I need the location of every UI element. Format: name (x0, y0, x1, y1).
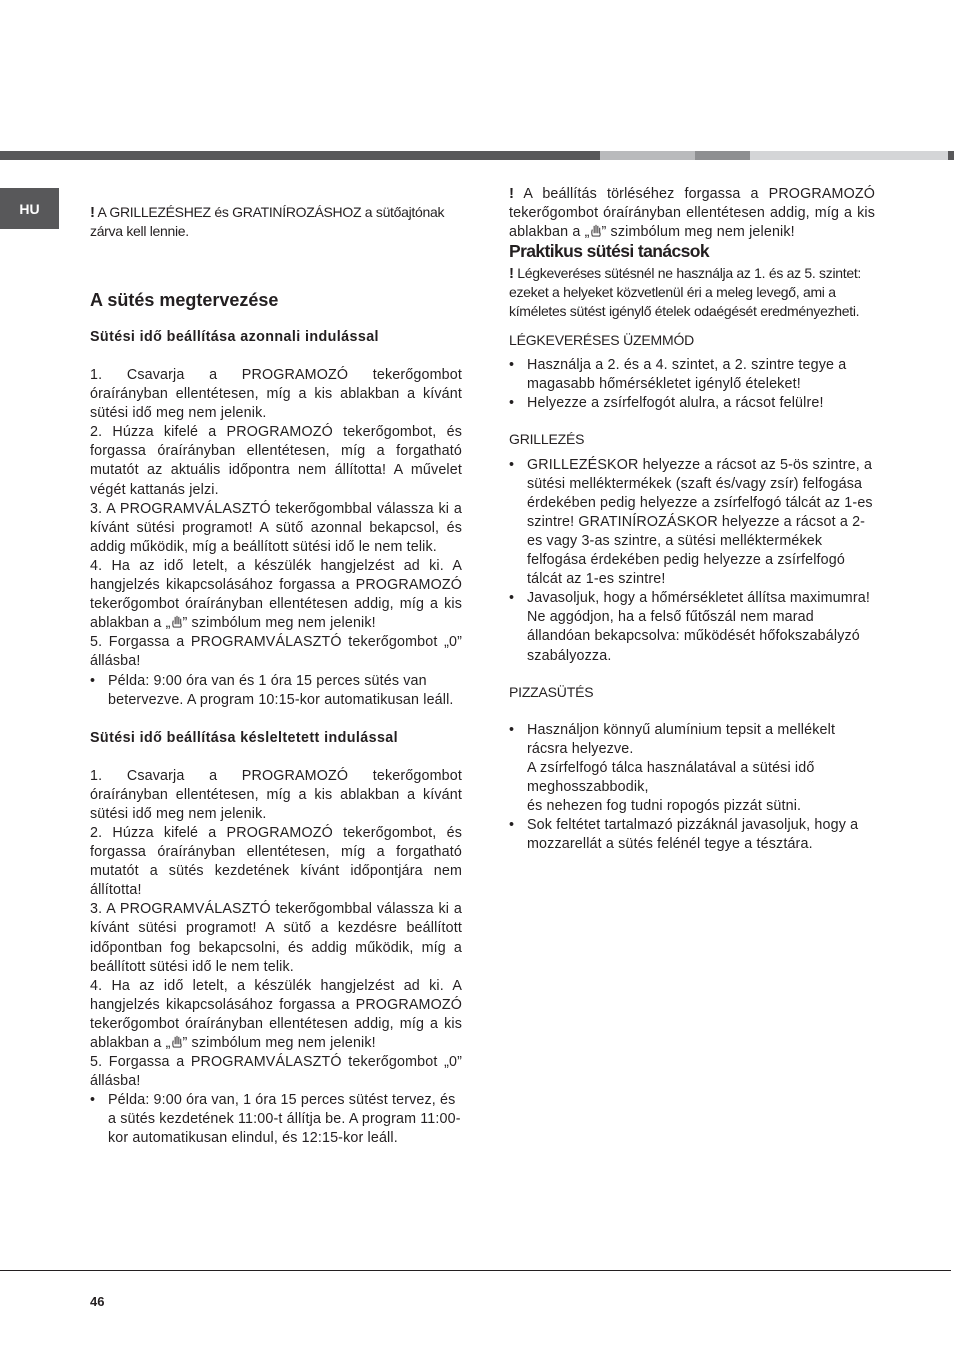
fan-tip (509, 264, 875, 321)
delayed-example: • Példa: 9:00 óra van, 1 óra 15 perces sütést tervez, és a sütés kezdetének 11:00-t állítja be. A program 11:00-kor automatikusan elindul, és 12:15-kor leáll. (90, 1091, 462, 1148)
left-column (90, 203, 462, 1149)
section-title-planning: A sütés megtervezése (90, 290, 279, 310)
delayed-step-4 (90, 977, 462, 1053)
grill-item: • GRILLEZÉSKOR helyezze a rácsot az 5-ös szintre, a sütési melléktermékek (szaft és/vagy zsír) felfogása érdekében pedig helyezze a zsírfelfogó tálcát az 1-es szintre! GRATINÍROZÁSKOR helyezze a rácsot a 2-es vagy 3-as szintre, a sütési melléktermékek felfogása érdekében pedig helyezze a zsírfelfogó tálcát az 1-es szintre! (509, 456, 875, 590)
hand-symbol-icon (590, 224, 602, 237)
section-title-tips: Praktikus sütési tanácsok (509, 241, 709, 262)
grill-door-note-text: A GRILLEZÉSHEZ és GRATINÍROZÁSHOZ a sütőajtónak zárva kell lennie. (90, 204, 445, 239)
fan-tip-text: Légkeveréses sütésnél ne használja az 1. és az 5. szintet: ezeket a helyeket közvetlenül éri a meleg levegő, ami a kíméletes sütést igénylő ételek odaégését eredményezheti. (509, 265, 861, 320)
bottom-rule (0, 1270, 951, 1271)
warning-mark: ! (509, 185, 515, 202)
grill-door-note (90, 203, 462, 241)
right-column (509, 184, 875, 854)
delayed-step-3: 3. A PROGRAMVÁLASZTÓ tekerőgombbal válassza ki a kívánt sütési programot! A sütő a kezdésre beállított időpontban fog bekapcsolni, és addig működik, míg a beállított sütési idő le nem telik. (90, 901, 462, 975)
subheading-immediate-start: Sütési idő beállítása azonnali indulással (90, 329, 379, 345)
subheading-delayed-start: Sütési idő beállítása késleltetett indulással (90, 729, 399, 746)
grill-list (509, 456, 875, 666)
top-color-bar (0, 151, 954, 160)
delayed-step-5: 5. Forgassa a PROGRAMVÁLASZTÓ tekerőgombot „0” állásba! (90, 1054, 462, 1090)
delayed-steps (90, 767, 462, 1149)
pizza-item (509, 721, 875, 816)
top-bar-segment-mid (695, 151, 750, 160)
heading-fan-mode: LÉGKEVERÉSES ÜZEMMÓD (509, 332, 695, 349)
fan-mode-list (509, 356, 875, 413)
heading-pizza: PIZZASÜTÉS (509, 683, 594, 700)
fan-mode-item: • Helyezze a zsírfelfogót alulra, a rácsot felülre! (509, 394, 875, 413)
pizza-list (509, 721, 875, 855)
delayed-step-4-text-b: ” szimbólum meg nem jelenik! (182, 1035, 376, 1051)
immediate-step-3: 3. A PROGRAMVÁLASZTÓ tekerőgombbal válassza ki a kívánt sütési programot! A sütő azonnal bekapcsol, és addig működik, míg a beállított sütési idő le nem telik. (90, 500, 462, 555)
reset-note-text-b: ” szimbólum meg nem jelenik! (601, 224, 795, 241)
immediate-example-list (90, 672, 462, 710)
pizza-item-line-2: A zsírfelfogó tálca használatával a sütési idő meghosszabbodik, (527, 759, 815, 795)
reset-note-text-a: A beállítás törléséhez forgassa a PROGRAMOZÓ tekerőgombot óraírányban ellentétesen addig, míg a kis ablakban a „ (509, 186, 875, 241)
immediate-step-2: 2. Húzza kifelé a PROGRAMOZÓ tekerőgombot, és forgassa óraírányban ellentétesen, míg a forgatható mutatót az aktuális időpontra nem állította! A művelet végét kattanás jelzi. (90, 424, 462, 498)
grill-item: • Javasoljuk, hogy a hőmérsékletet állítsa maximumra! Ne aggódjon, ha a felső fűtőszál nem marad állandóan bekapcsolva: működését hőfokszabályzó szabályozza. (509, 589, 875, 665)
reset-note (509, 184, 875, 242)
heading-grill: GRILLEZÉS (509, 430, 585, 447)
top-bar-segment-light (600, 151, 695, 160)
delayed-example-list (90, 1091, 462, 1148)
immediate-step-4-text-a: 4. Ha az idő letelt, a készülék hangjelzést ad ki. A hangjelzés kikapcsolásához forgassa a PROGRAMOZÓ tekerőgombot óraírányban ellentétesen addig, míg a kis ablakban a „ (90, 557, 462, 632)
immediate-step-4-text-b: ” szimbólum meg nem jelenik! (182, 615, 376, 632)
immediate-steps (90, 366, 462, 710)
delayed-step-1: 1. Csavarja a PROGRAMOZÓ tekerőgombot óraírányban ellentétesen, míg a kis ablakban a kívánt sütési idő meg nem jelenik. (90, 767, 462, 822)
pizza-item-line-1: Használjon könnyű alumínium tepsit a mellékelt rácsra helyezve. (527, 721, 836, 757)
immediate-step-5: 5. Forgassa a PROGRAMVÁLASZTÓ tekerőgombot „0” állásba! (90, 634, 462, 670)
delayed-step-4-text-a: 4. Ha az idő letelt, a készülék hangjelzést ad ki. A hangjelzés kikapcsolásához forgassa a PROGRAMOZÓ tekerőgombot óraírányban ellentétesen addig, míg a kis ablakban a „ (90, 977, 462, 1051)
warning-mark: ! (90, 204, 95, 221)
hand-symbol-icon (171, 615, 183, 628)
hand-symbol-icon (171, 1035, 183, 1048)
warning-mark: ! (509, 265, 514, 283)
language-tab: HU (0, 188, 59, 229)
immediate-step-1: 1. Csavarja a PROGRAMOZÓ tekerőgombot óraírányban ellentétesen, míg a kis ablakban a kívánt sütési idő meg nem jelenik. (90, 367, 462, 422)
immediate-step-4 (90, 557, 462, 633)
immediate-example: • Példa: 9:00 óra van és 1 óra 15 perces sütés van betervezve. A program 10:15-kor automatikusan leáll. (90, 672, 462, 710)
top-bar-segment-dark (0, 151, 600, 160)
top-bar-segment-pale (750, 151, 948, 160)
page-number: 46 (90, 1294, 105, 1309)
delayed-step-2: 2. Húzza kifelé a PROGRAMOZÓ tekerőgombot, és forgassa óraírányban ellentétesen, míg a forgatható mutatót a sütés kezdetének kívánt időpontjára nem állította! (90, 824, 462, 899)
top-bar-segment-end (948, 151, 954, 160)
pizza-item-line-3: és nehezen fog tudni ropogós pizzát sütni. (527, 797, 802, 814)
pizza-item: • Sok feltétet tartalmazó pizzáknál javasoljuk, hogy a mozzarellát a sütés felénél tegye a tésztára. (509, 816, 875, 854)
fan-mode-item: • Használja a 2. és a 4. szintet, a 2. szintre tegye a magasabb hőmérsékletet igénylő ételeket! (509, 356, 875, 394)
